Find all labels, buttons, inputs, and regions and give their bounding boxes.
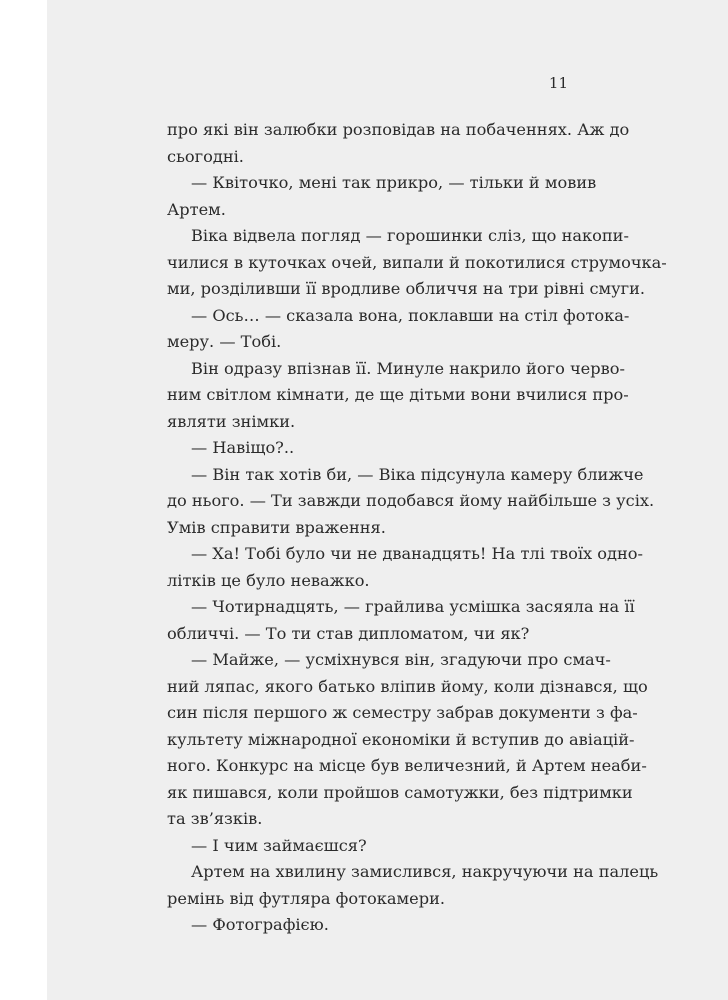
text-line: як пишався, коли пройшов самотужки, без підтримки	[167, 782, 633, 802]
text-line: Артем на хвилину замислився, накручуючи на палець	[191, 862, 659, 881]
text-line: ми, розділивши її вродливе обличчя на три рівні смуги.	[167, 279, 646, 298]
text-line: — Фотографією.	[191, 915, 329, 934]
text-line: ним світлом кімнати, де ще дітьми вони вчилися про-	[167, 385, 629, 404]
text-line: обличчі. — То ти став дипломатом, чи як?	[167, 623, 530, 643]
text-line: меру. — Тобі.	[167, 332, 282, 351]
text-line: являти знімки.	[167, 411, 296, 431]
text-line: — Ось… — сказала вона, поклавши на стіл фотока-	[191, 305, 630, 325]
text-line: — Навіщо?..	[191, 438, 295, 457]
text-line: культету міжнародної економіки й вступив до авіацій-	[167, 729, 635, 749]
page-number: 11	[548, 74, 568, 92]
text-line: Умів справити враження.	[167, 517, 386, 537]
text-line: Він одразу впізнав її. Минуле накрило його черво-	[191, 358, 625, 378]
text-line: — Квіточко, мені так прикро, — тільки й мовив	[191, 173, 597, 192]
text-line: — Майже, — усміхнувся він, згадуючи про смач-	[191, 650, 611, 669]
text-line: ремінь від футляра фотокамери.	[167, 888, 446, 908]
text-line: Артем.	[167, 199, 226, 219]
text-line: сьогодні.	[167, 146, 244, 166]
text-line: про які він залюбки розповідав на побаченнях. Аж до	[167, 120, 630, 139]
text-line: — Ха! Тобі було чи не дванадцять! На тлі твоїх одно-	[191, 544, 644, 563]
text-line: — І чим займаєшся?	[191, 835, 367, 855]
text-line: син після першого ж семестру забрав документи з фа-	[167, 703, 638, 722]
text-line: ного. Конкурс на місце був величезний, й Артем неаби-	[167, 756, 647, 775]
text-line: літків це було неважко.	[167, 570, 370, 590]
text-line: до нього. — Ти завжди подобався йому найбільше з усіх.	[167, 491, 655, 510]
text-line: ний ляпас, якого батько вліпив йому, коли дізнався, що	[167, 676, 648, 696]
text-line: Віка відвела погляд — горошинки сліз, що накопи-	[191, 226, 629, 245]
text-line: — Чотирнадцять, — грайлива усмішка засяяла на її	[191, 597, 635, 616]
text-line: чилися в куточках очей, випали й покотилися струмочка-	[167, 252, 667, 272]
text-line: — Він так хотів би, — Віка підсунула камеру ближче	[191, 464, 644, 484]
text-line: та зв’язків.	[167, 809, 263, 828]
book-page	[47, 0, 728, 1000]
body-text	[167, 117, 667, 939]
